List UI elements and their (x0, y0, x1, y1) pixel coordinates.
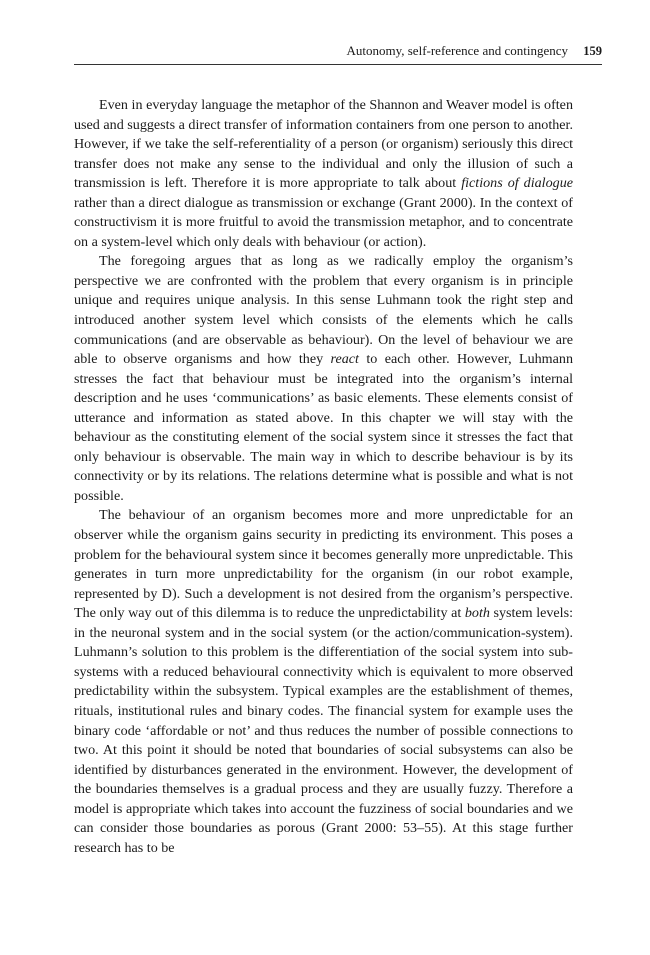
paragraph-1-emphasis: fictions of dialogue (461, 175, 573, 192)
paragraph-2-text-a: The foregoing argues that as long as we radically employ the organism’s perspective we are confronted with the problem that every organism is in principle unique and requires unique analysis. In this sense Luhmann took the right step and introduced another system level which consists of the elements which he calls communications (and are observable as behaviour). On the level of behaviour we are able to observe organisms and how they (74, 253, 573, 368)
paragraph-2-emphasis: react (330, 351, 359, 368)
paragraph-1-text-b: rather than a direct dialogue as transmission or exchange (Grant 2000). In the context of constructivism it is more fruitful to avoid the transmission metaphor, and to concentrate on a system-level which only deals with behaviour (or action). (74, 194, 573, 250)
paragraph-3 (74, 506, 573, 858)
paragraph-2 (74, 252, 573, 506)
paragraph-3-text-a: The behaviour of an organism becomes more and more unpredictable for an observer while the organism gains security in predicting its environment. This poses a problem for the behavioural system since it becomes generally more unpredictable. This generates in turn more unpredictability for the organism (in our robot example, represented by D). Such a development is not desired from the organism’s perspective. The only way out of this dilemma is to reduce the unpredictability at (74, 507, 573, 622)
running-head-title: Autonomy, self-reference and contingency (346, 43, 568, 58)
paragraph-3-text-b: system levels: in the neuronal system and in the social system (or the action/communication-system). Luhmann’s solution to this problem is the differentiation of the social system into sub-systems with a reduced behavioural connectivity which is equivalent to more observed predictability within the subsystem. Typical examples are the establishment of themes, rituals, institutional rules and binary codes. The financial system for example uses the binary code ‘affordable or not’ and thus reduces the number of possible connections to two. At this point it should be noted that boundaries of social subsystems can also be identified by disturbances generated in the environment. However, the development of the boundaries themselves is a gradual process and they are usually fuzzy. Therefore a model is appropriate which takes into account the fuzziness of social boundaries and we can consider those boundaries as porous (Grant 2000: 53–55). At this stage further research has to be (74, 605, 573, 856)
paragraph-2-text-b: to each other. However, Luhmann stresses the fact that behaviour must be integrated into the organism’s internal description and he uses ‘communications’ as basic elements. These elements consist of utterance and information as stated above. In this chapter we will stay with the behaviour as the constituting element of the social system since it stresses the fact that only behaviour is observable. The main way in which to describe behaviour is by its connectivity or by its relations. The relations determine what is possible and what is not possible. (74, 351, 573, 504)
paragraph-3-emphasis: both (464, 605, 490, 622)
paragraph-1-text-a: Even in everyday language the metaphor of the Shannon and Weaver model is often used and suggests a direct transfer of information containers from one person to another. However, if we take the self-referentiality of a person (or organism) seriously this direct transfer does not make any sense to the individual and only the illusion of such a transmission is left. Therefore it is more appropriate to talk about (74, 97, 573, 192)
page-number: 159 (583, 44, 602, 58)
running-head (74, 42, 602, 65)
paragraph-1 (74, 96, 573, 252)
body-text (74, 96, 573, 858)
